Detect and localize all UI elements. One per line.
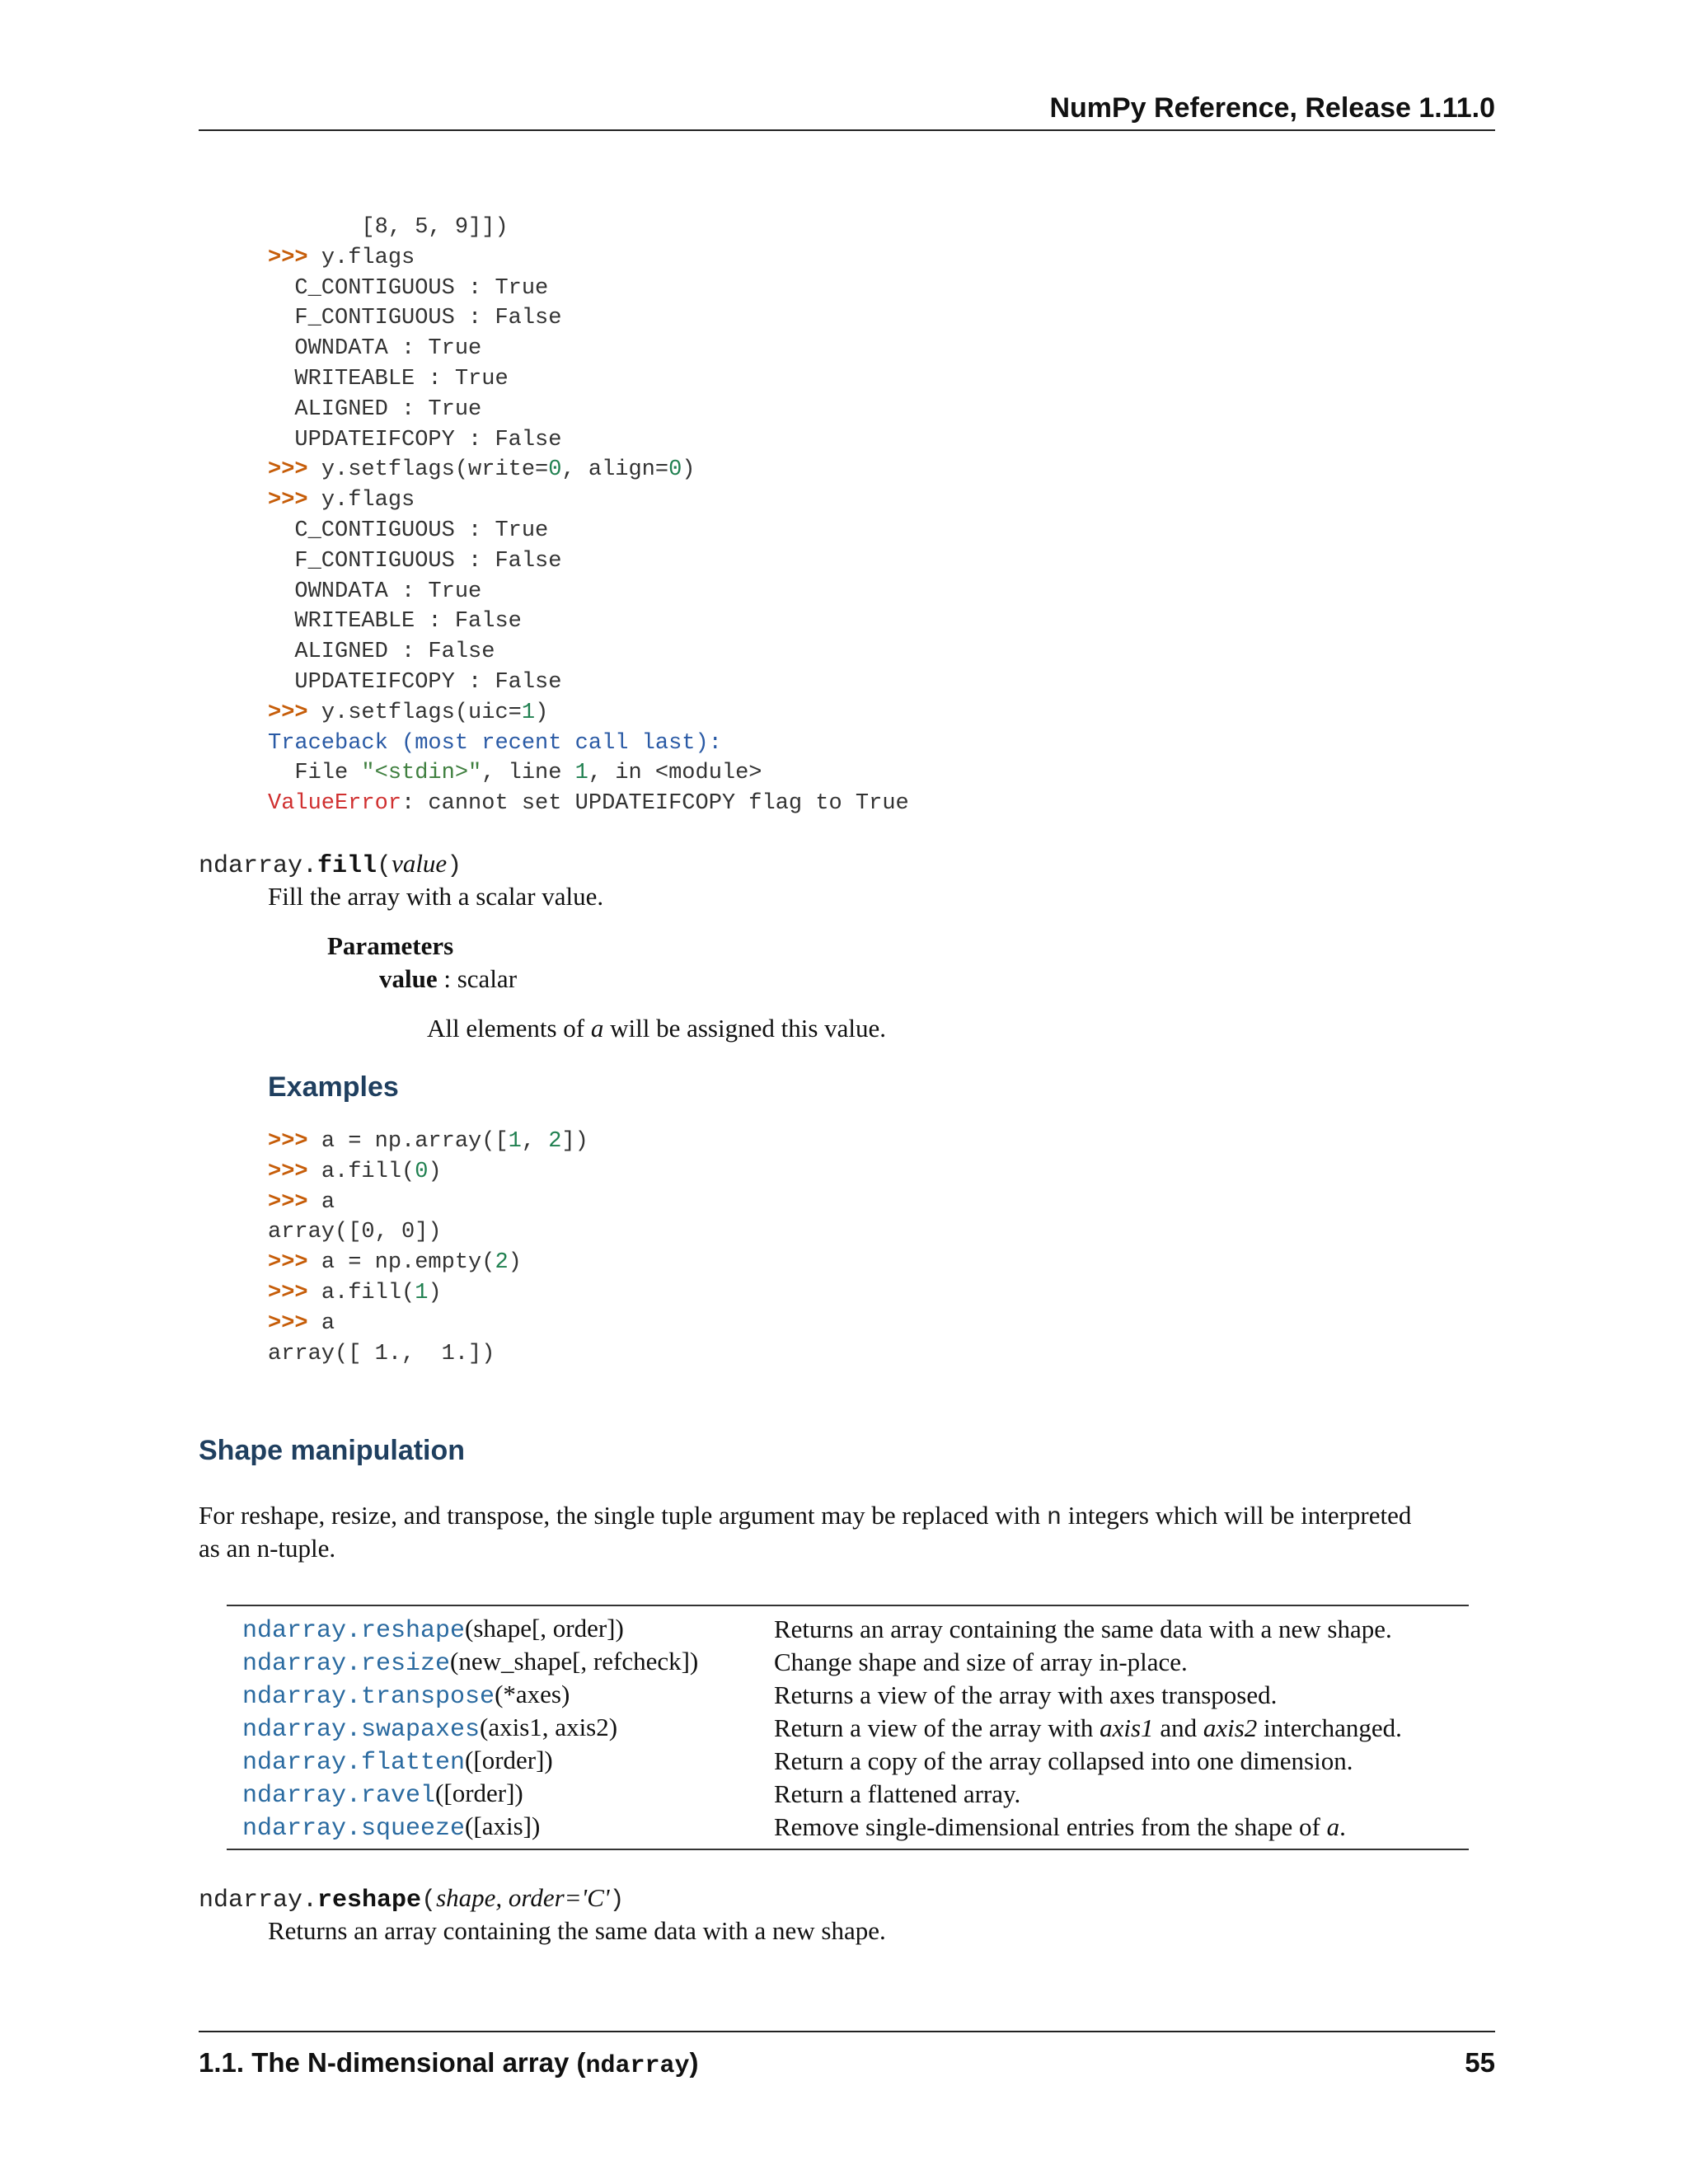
method-description [774,1680,1469,1710]
fill-description: Fill the array with a scalar value. [268,882,604,911]
flags-code-line [268,364,909,395]
reshape-description: Returns an array containing the same data with a new shape. [268,1916,886,1945]
code-token: File [268,761,362,786]
examples-code-line [268,1278,588,1309]
method-description [774,1713,1469,1743]
table-row [227,1646,1469,1679]
code-token: >>> [268,1280,321,1305]
method-link[interactable]: ndarray.swapaxes [242,1716,481,1744]
method-link[interactable]: ndarray.flatten [242,1749,466,1777]
code-token: 1 [574,761,588,786]
code-token: Traceback (most recent call last): [268,730,722,756]
method-link[interactable]: ndarray.ravel [242,1782,436,1810]
code-token: 1 [508,1129,522,1154]
code-token: a.fill( [321,1280,415,1305]
method-link[interactable]: ndarray.transpose [242,1683,495,1711]
code-token: >>> [268,488,321,513]
description-text: Returns an array containing the same data with a new shape. [774,1615,1392,1643]
flags-code-line [268,485,909,516]
param-entry [379,964,517,994]
examples-code-line [268,1217,588,1248]
method-cell [227,1647,774,1678]
examples-code-line [268,1127,588,1157]
reshape-close: ) [609,1886,625,1915]
table-row [227,1778,1469,1811]
method-description [774,1812,1469,1842]
param-type: : scalar [437,964,518,993]
description-text: interchanged. [1257,1713,1402,1742]
code-token: >>> [268,1129,321,1154]
page-number: 55 [1465,2047,1495,2078]
description-text: Remove single-dimensional entries from the shape of [774,1812,1327,1841]
param-description [427,1014,886,1043]
code-token: : cannot set UPDATEIFCOPY flag to True [401,791,909,817]
code-token: OWNDATA : True [268,579,482,604]
description-text: axis1 [1100,1713,1154,1742]
code-token: F_CONTIGUOUS : False [268,306,562,331]
method-args: (new_shape[, refcheck]) [450,1647,699,1675]
code-token: ALIGNED : False [268,640,495,665]
code-token: >>> [268,700,321,725]
page-header-title: NumPy Reference, Release 1.11.0 [1049,92,1495,124]
flags-code-line [268,243,909,274]
fill-close: ) [447,852,462,880]
shape-methods-table [227,1605,1469,1850]
code-token: [8, 5, 9]]) [268,215,509,240]
method-args: ([order]) [435,1779,523,1807]
flags-code-line [268,334,909,364]
header-rule [199,129,1495,131]
description-text: Returns a view of the array with axes transposed. [774,1680,1278,1709]
method-description [774,1615,1469,1644]
code-token: ValueError [268,791,402,817]
code-token: array([ 1., 1.]) [268,1341,495,1366]
description-text: Return a view of the array with [774,1713,1100,1742]
code-token: y.setflags(uic= [321,700,522,725]
method-link[interactable]: ndarray.reshape [242,1617,466,1645]
param-desc-var: a [590,1014,604,1043]
code-token: 1 [415,1280,429,1305]
code-token: >>> [268,1250,321,1276]
code-token: a.fill( [321,1159,415,1184]
flags-code-line [268,729,909,759]
param-name: value [379,964,438,993]
reshape-open: ( [421,1886,437,1915]
description-text: axis2 [1203,1713,1258,1742]
flags-code-line [268,395,909,425]
code-token: 2 [495,1250,509,1276]
code-token: 2 [548,1129,562,1154]
method-args: (axis1, axis2) [480,1713,618,1741]
code-token: a [321,1129,349,1154]
description-text: Return a copy of the array collapsed into one dimension. [774,1746,1353,1775]
code-token: 0 [668,457,682,483]
flags-code-line [268,516,909,546]
code-token: , [521,1129,549,1154]
method-cell [227,1713,774,1744]
reshape-name: reshape [317,1886,422,1915]
method-cell [227,1614,774,1645]
code-token: ]) [561,1129,588,1154]
table-row [227,1712,1469,1745]
intro-post: integers which will be interpreted [1062,1501,1412,1530]
reshape-prefix: ndarray. [199,1886,318,1915]
method-link[interactable]: ndarray.squeeze [242,1815,466,1843]
code-block-examples [268,1127,588,1369]
method-link[interactable]: ndarray.resize [242,1650,451,1678]
code-token: ) [428,1280,442,1305]
code-token: a [321,1250,349,1276]
flags-code-line [268,698,909,729]
code-token: C_CONTIGUOUS : True [268,518,549,543]
code-block-flags [268,213,909,819]
reshape-sep: , [495,1883,509,1912]
code-token: >>> [268,245,321,270]
code-token: >>> [268,1159,321,1184]
table-row [227,1811,1469,1844]
footer-section-title [199,2047,699,2080]
reshape-param-order: order='C' [508,1883,610,1912]
code-token: WRITEABLE : True [268,366,509,391]
code-token: , in <module> [588,761,762,786]
method-args: ([order]) [465,1746,553,1774]
fill-signature [199,849,462,880]
code-token: , line [481,761,575,786]
flags-code-line [268,607,909,637]
code-token: np.array([ [361,1129,509,1154]
description-text: . [1339,1812,1346,1841]
code-token: y.flags [321,245,415,270]
intro-pre: For reshape, resize, and transpose, the single tuple argument may be replaced with [199,1501,1047,1530]
flags-code-line [268,637,909,668]
method-cell [227,1779,774,1810]
description-text: a [1326,1812,1340,1841]
flags-code-line [268,425,909,456]
table-row [227,1745,1469,1778]
code-token: np.empty( [361,1250,495,1276]
flags-code-line [268,546,909,577]
code-token: F_CONTIGUOUS : False [268,548,562,574]
examples-code-line [268,1309,588,1339]
method-description [774,1779,1469,1809]
param-desc-post: will be assigned this value. [603,1014,887,1043]
code-token: = [348,1250,362,1276]
examples-code-line [268,1248,588,1278]
code-token: y.flags [321,488,415,513]
code-token: WRITEABLE : False [268,609,522,635]
method-description [774,1746,1469,1776]
description-text: Return a flattened array. [774,1779,1021,1808]
code-token: ) [535,700,549,725]
param-desc-pre: All elements of [427,1014,591,1043]
code-token: 0 [548,457,562,483]
method-args: ([axis]) [465,1811,541,1840]
shape-intro-line1 [199,1501,1411,1532]
examples-code-line [268,1339,588,1370]
fill-name: fill [317,852,377,880]
flags-code-line [268,758,909,789]
code-token: y.setflags(write= [321,457,549,483]
fill-open: ( [377,852,392,880]
flags-code-line [268,455,909,485]
flags-code-line [268,577,909,607]
flags-code-line [268,303,909,334]
method-args: (*axes) [495,1680,570,1708]
parameters-heading: Parameters [327,931,454,960]
footer-rule [199,2031,1495,2032]
fill-prefix: ndarray. [199,852,318,880]
method-args: (shape[, order]) [465,1614,624,1643]
reshape-param-shape: shape [436,1883,496,1912]
code-token: UPDATEIFCOPY : False [268,669,562,695]
code-token: UPDATEIFCOPY : False [268,427,562,452]
footer-section-post: ) [689,2047,699,2078]
code-token: = [348,1129,362,1154]
examples-code-line [268,1188,588,1218]
code-token: ) [428,1159,442,1184]
code-token: ) [508,1250,522,1276]
shape-intro-line2: as an n-tuple. [199,1534,336,1563]
reshape-signature [199,1883,625,1915]
code-token: array([0, 0]) [268,1220,442,1245]
code-token: "<stdin>" [361,761,482,786]
code-token: a [321,1310,335,1336]
code-token: a [321,1189,335,1215]
method-cell [227,1680,774,1711]
code-token: >>> [268,1310,321,1336]
shape-manipulation-heading: Shape manipulation [199,1435,466,1466]
footer-section-code: ndarray [585,2052,690,2080]
code-token: C_CONTIGUOUS : True [268,275,549,301]
flags-code-line [268,668,909,698]
table-row [227,1613,1469,1646]
method-description [774,1647,1469,1677]
method-cell [227,1746,774,1777]
code-token: , align= [561,457,669,483]
code-token: >>> [268,1189,321,1215]
examples-heading: Examples [268,1071,399,1103]
intro-code: n [1046,1504,1062,1532]
code-token: OWNDATA : True [268,336,482,362]
table-row [227,1679,1469,1712]
code-token: ALIGNED : True [268,396,482,422]
fill-param: value [392,849,448,878]
code-token: >>> [268,457,321,483]
code-token: ) [682,457,696,483]
examples-code-line [268,1157,588,1188]
code-token: 0 [415,1159,429,1184]
description-text: Change shape and size of array in-place. [774,1647,1188,1676]
flags-code-line [268,274,909,304]
flags-code-line [268,789,909,819]
flags-code-line [268,213,909,243]
code-token: 1 [521,700,536,725]
footer-section-pre: 1.1. The N-dimensional array ( [199,2047,586,2078]
description-text: and [1153,1713,1203,1742]
method-cell [227,1811,774,1843]
